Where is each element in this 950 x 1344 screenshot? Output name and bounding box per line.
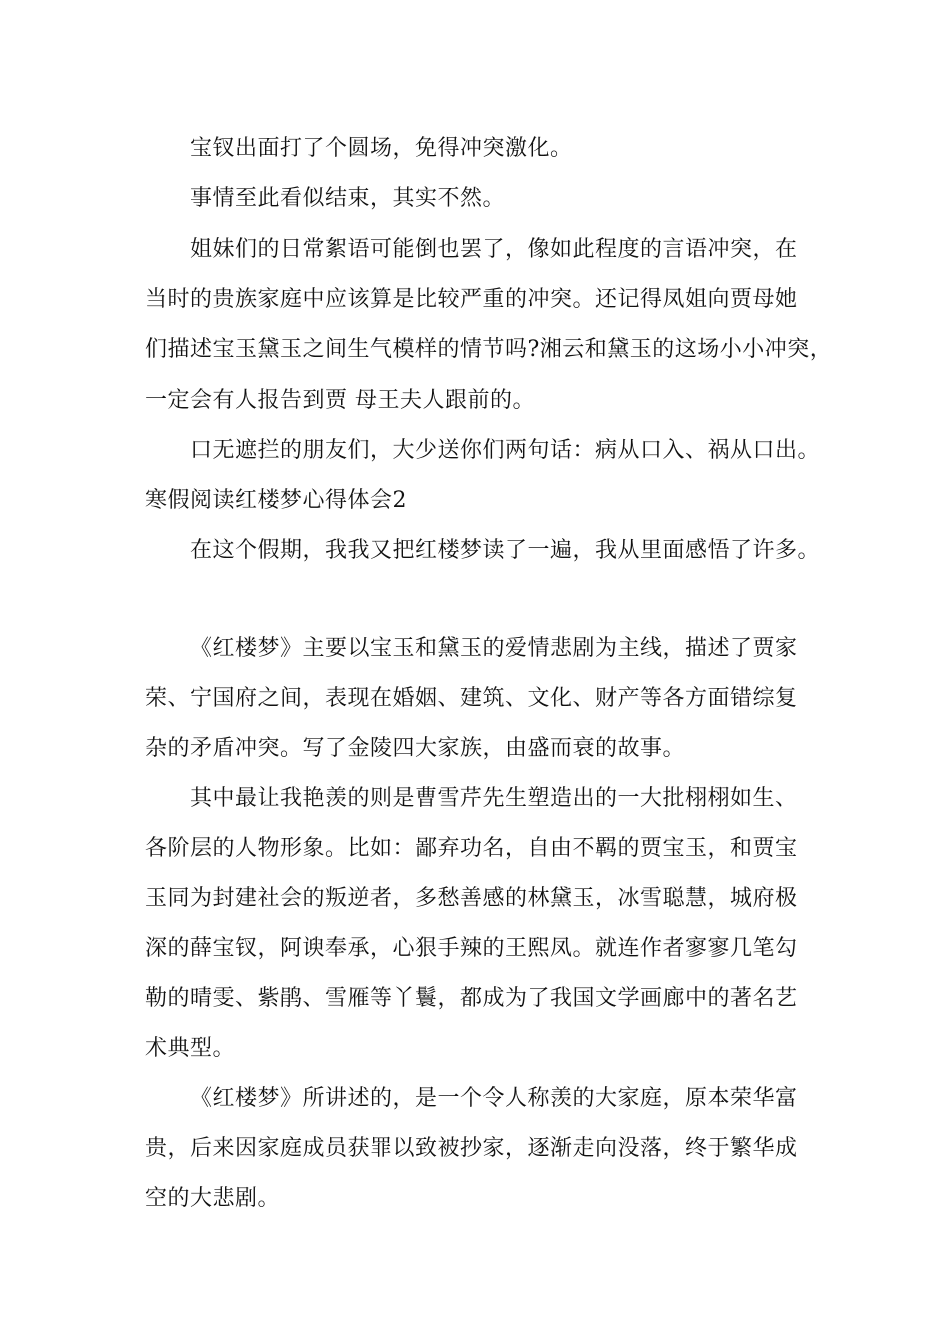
- text-line: 勒的晴雯、紫鹃、雪雁等丫鬟，都成为了我国文学画廊中的著名艺: [145, 986, 798, 1011]
- text-line: 姐妹们的日常絮语可能倒也罢了，像如此程度的言语冲突，在: [190, 237, 798, 262]
- section-heading: 寒假阅读红楼梦心得体会2: [145, 488, 407, 513]
- text-line: 空的大悲剧。: [145, 1186, 281, 1211]
- text-line: 们描述宝玉黛玉之间生气模样的情节吗?湘云和黛玉的这场小小冲突，: [145, 337, 833, 362]
- text-line: 深的薛宝钗，阿谀奉承，心狠手辣的王熙凤。就连作者寥寥几笔勾: [145, 936, 798, 961]
- text-line: 在这个假期，我我又把红楼梦读了一遍，我从里面感悟了许多。: [190, 538, 821, 563]
- text-line: 术典型。: [145, 1036, 236, 1061]
- text-line: 一定会有人报告到贾 母王夫人跟前的。: [145, 388, 535, 413]
- text-line: 《红楼梦》主要以宝玉和黛玉的爱情悲剧为主线，描述了贾家: [190, 636, 798, 661]
- text-line: 宝钗出面打了个圆场，免得冲突激化。: [190, 136, 573, 161]
- text-line: 口无遮拦的朋友们，大少送你们两句话：病从口入、祸从口出。: [190, 438, 821, 463]
- text-line: 《红楼梦》所讲述的，是一个令人称羡的大家庭，原本荣华富: [190, 1086, 798, 1111]
- text-line: 事情至此看似结束，其实不然。: [190, 186, 506, 211]
- text-line: 贵，后来因家庭成员获罪以致被抄家，逐渐走向没落，终于繁华成: [145, 1136, 798, 1161]
- text-line: 玉同为封建社会的叛逆者，多愁善感的林黛玉，冰雪聪慧，城府极: [145, 886, 798, 911]
- text-line: 其中最让我艳羡的则是曹雪芹先生塑造出的一大批栩栩如生、: [190, 786, 798, 811]
- text-line: 各阶层的人物形象。比如：鄙弃功名，自由不羁的贾宝玉，和贾宝: [145, 836, 798, 861]
- text-line: 当时的贵族家庭中应该算是比较严重的冲突。还记得凤姐向贾母她: [145, 287, 798, 312]
- text-line: 杂的矛盾冲突。写了金陵四大家族，由盛而衰的故事。: [145, 736, 686, 761]
- text-line: 荣、宁国府之间，表现在婚姻、建筑、文化、财产等各方面错综复: [145, 686, 798, 711]
